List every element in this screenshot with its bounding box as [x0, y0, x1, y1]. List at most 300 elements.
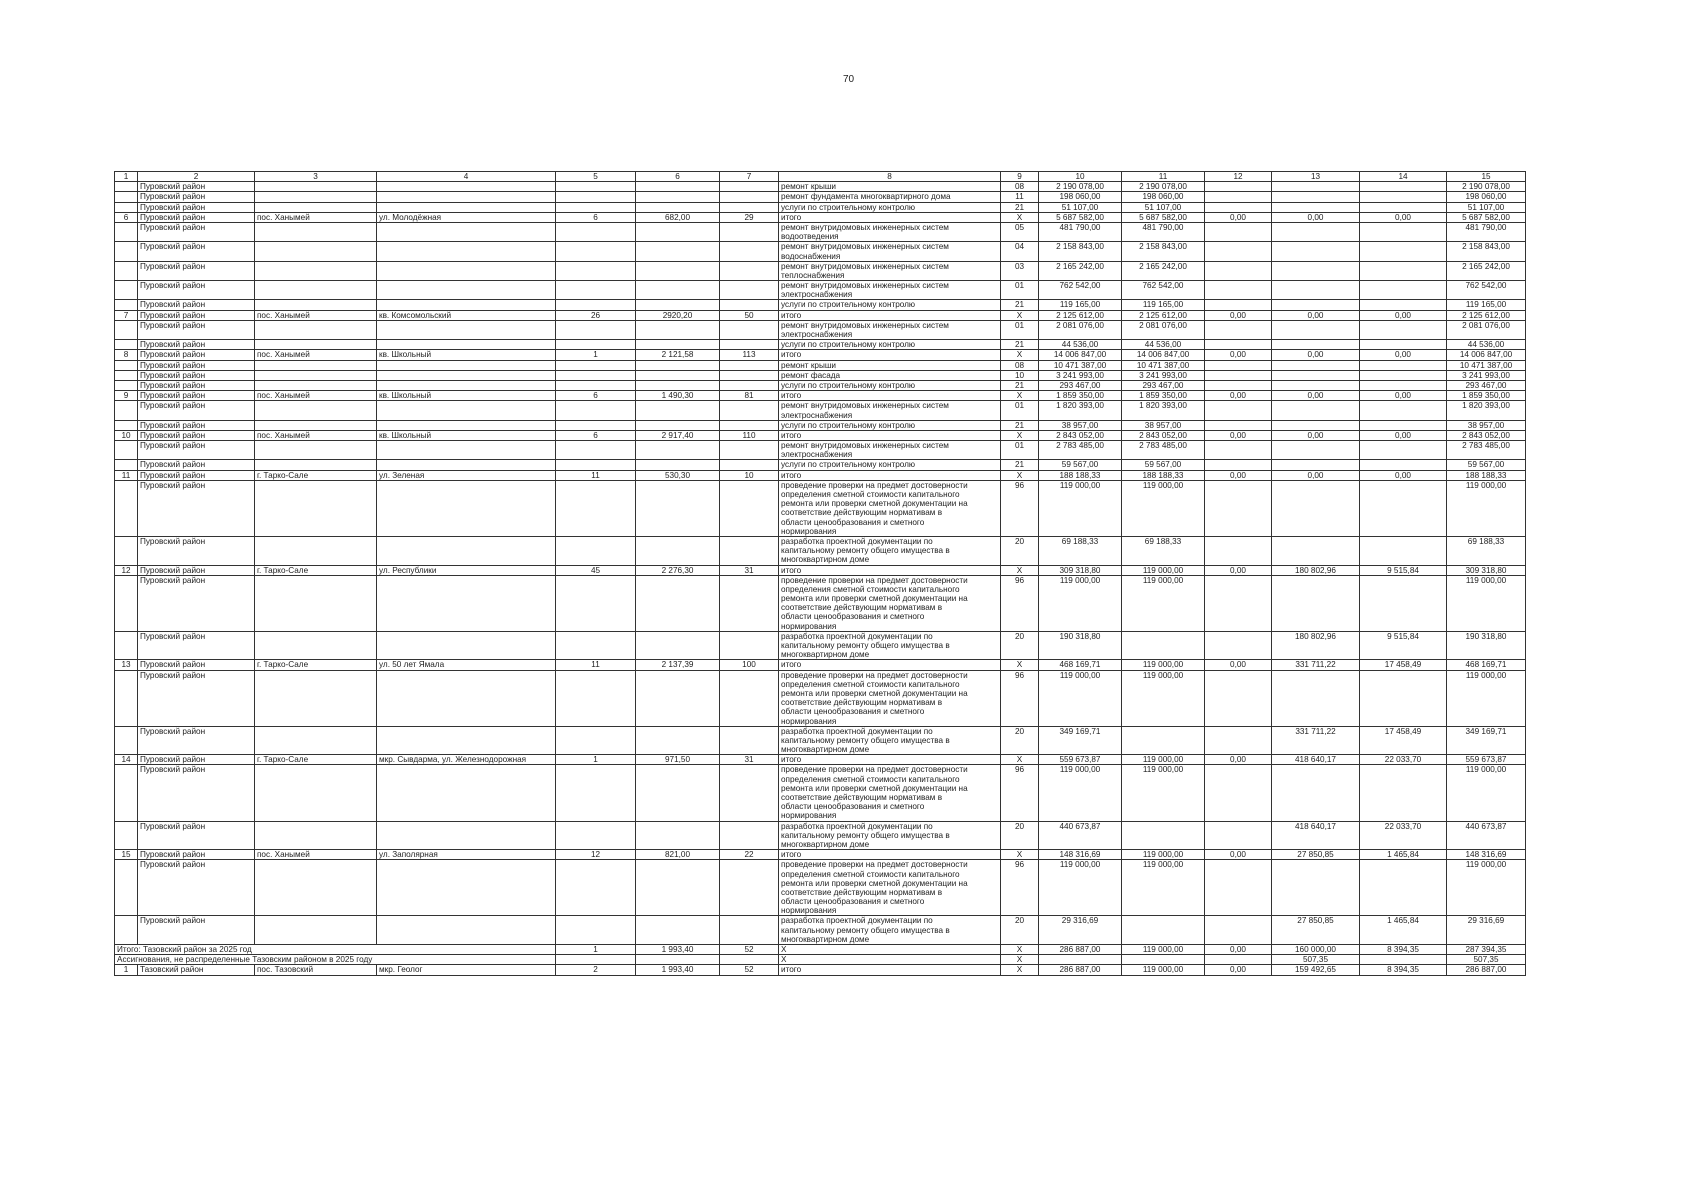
table-row — [115, 850, 1526, 860]
col-settlement-cell: пос. Ханымей — [255, 430, 377, 440]
col-col13-cell — [1272, 222, 1360, 241]
col-total-cost-cell: 2 190 078,00 — [1039, 182, 1122, 192]
col-number-cell — [115, 536, 138, 565]
col-work-type-cell: проведение проверки на предмет достоверности определения сметной стоимости капитального ремонта или проверки сметной документации на соответствие действующим нормативам в области ценообразования и сметного нормирования — [779, 860, 1001, 916]
col-number-cell — [115, 380, 138, 390]
col-total-cost-cell: 2 158 843,00 — [1039, 242, 1122, 261]
col-work-type-cell: проведение проверки на предмет достоверности определения сметной стоимости капитального ремонта или проверки сметной документации на соответствие действующим нормативам в области ценообразования и сметного нормирования — [779, 575, 1001, 631]
col-settlement-cell — [255, 320, 377, 339]
col-col15-cell: 468 169,71 — [1447, 660, 1526, 670]
col-area-cell — [636, 182, 720, 192]
col-fund-cost-cell: 10 471 387,00 — [1122, 360, 1205, 370]
col-col14-cell — [1360, 670, 1447, 726]
col-fund-cost-cell: 119 000,00 — [1122, 850, 1205, 860]
col-work-code-cell: 05 — [1001, 222, 1039, 241]
col-work-code-cell: 03 — [1001, 261, 1039, 280]
col-settlement-cell: пос. Ханымей — [255, 391, 377, 401]
col-total-cost-cell: 44 536,00 — [1039, 340, 1122, 350]
col-floors-cell — [556, 281, 636, 300]
col-area-cell — [636, 441, 720, 460]
col-fund-cost-cell: 119 000,00 — [1122, 860, 1205, 916]
table-row — [115, 300, 1526, 310]
col-col14-cell: 0,00 — [1360, 350, 1447, 360]
summary-row — [115, 945, 1526, 955]
col-fund-cost-cell: 3 241 993,00 — [1122, 370, 1205, 380]
col-address-cell: кв. Школьный — [377, 391, 556, 401]
col-district-cell: Пуровский район — [138, 281, 255, 300]
col-col12-cell — [1205, 916, 1272, 945]
col-total-cost-cell: 309 318,80 — [1039, 565, 1122, 575]
col-fund-cost-cell: 119 000,00 — [1122, 965, 1205, 975]
col-floors-cell — [556, 192, 636, 202]
col-col14-cell — [1360, 860, 1447, 916]
col-district-cell: Пуровский район — [138, 222, 255, 241]
col-settlement-cell: пос. Тазовский — [255, 965, 377, 975]
col-col14-cell — [1360, 192, 1447, 202]
col-floors-cell: 1 — [556, 755, 636, 765]
col-col15-cell: 2 125 612,00 — [1447, 310, 1526, 320]
col-settlement-cell — [255, 360, 377, 370]
col-district-cell: Пуровский район — [138, 192, 255, 202]
col-work-code-cell: 04 — [1001, 242, 1039, 261]
col-area-cell: 1 993,40 — [636, 965, 720, 975]
col-settlement-cell: пос. Ханымей — [255, 212, 377, 222]
col-fund-cost-cell: 119 000,00 — [1122, 945, 1205, 955]
col-col13-cell: 0,00 — [1272, 212, 1360, 222]
col-floors-cell: 2 — [556, 965, 636, 975]
col-fund-cost-cell: 293 467,00 — [1122, 380, 1205, 390]
col-work-type-cell: итого — [779, 310, 1001, 320]
col-col13-cell — [1272, 401, 1360, 420]
col-col15-cell: 1 820 393,00 — [1447, 401, 1526, 420]
col-area-cell — [636, 726, 720, 755]
col-residents-cell — [720, 380, 779, 390]
col-col13-cell — [1272, 242, 1360, 261]
col-number-cell — [115, 281, 138, 300]
col-col14-cell: 1 465,84 — [1360, 850, 1447, 860]
col-col12-cell — [1205, 261, 1272, 280]
col-residents-cell — [720, 401, 779, 420]
col-address-cell — [377, 192, 556, 202]
table-row — [115, 480, 1526, 536]
col-col15-cell: 309 318,80 — [1447, 565, 1526, 575]
col-total-cost-cell: 293 467,00 — [1039, 380, 1122, 390]
col-col14-cell — [1360, 536, 1447, 565]
col-area-cell — [636, 281, 720, 300]
col-number-cell — [115, 202, 138, 212]
col-settlement-cell — [255, 340, 377, 350]
column-header-cell: 11 — [1122, 172, 1205, 182]
column-header-cell: 4 — [377, 172, 556, 182]
col-col15-cell: 29 316,69 — [1447, 916, 1526, 945]
col-col13-cell: 331 711,22 — [1272, 726, 1360, 755]
col-work-code-cell: 01 — [1001, 281, 1039, 300]
col-work-type-cell: разработка проектной документации по капитальному ремонту общего имущества в многоквартирном доме — [779, 536, 1001, 565]
col-col14-cell: 0,00 — [1360, 212, 1447, 222]
col-work-code-cell: X — [1001, 965, 1039, 975]
col-number-cell — [115, 670, 138, 726]
column-header-cell: 5 — [556, 172, 636, 182]
col-col13-cell: 418 640,17 — [1272, 755, 1360, 765]
col-fund-cost-cell: 2 783 485,00 — [1122, 441, 1205, 460]
col-col12-cell — [1205, 242, 1272, 261]
col-district-cell: Пуровский район — [138, 420, 255, 430]
table-row — [115, 765, 1526, 821]
col-number-cell — [115, 575, 138, 631]
col-floors-cell — [556, 360, 636, 370]
col-col15-cell: 44 536,00 — [1447, 340, 1526, 350]
col-col13-cell — [1272, 370, 1360, 380]
col-fund-cost-cell: 481 790,00 — [1122, 222, 1205, 241]
col-col15-cell: 188 188,33 — [1447, 470, 1526, 480]
col-work-type-cell: итого — [779, 350, 1001, 360]
col-col13-cell — [1272, 281, 1360, 300]
col-number-cell — [115, 726, 138, 755]
col-residents-cell: 10 — [720, 470, 779, 480]
col-col13-cell — [1272, 575, 1360, 631]
col-address-cell — [377, 916, 556, 945]
col-col13-cell — [1272, 192, 1360, 202]
col-work-code-cell: 11 — [1001, 192, 1039, 202]
table-row — [115, 401, 1526, 420]
col-total-cost-cell: 14 006 847,00 — [1039, 350, 1122, 360]
col-floors-cell: 6 — [556, 430, 636, 440]
col-work-code-cell: X — [1001, 945, 1039, 955]
col-address-cell — [377, 182, 556, 192]
col-work-code-cell: 21 — [1001, 340, 1039, 350]
col-residents-cell — [720, 860, 779, 916]
col-col12-cell: 0,00 — [1205, 430, 1272, 440]
col-col15-cell: 2 165 242,00 — [1447, 261, 1526, 280]
col-residents-cell — [720, 821, 779, 850]
col-work-code-cell: 96 — [1001, 670, 1039, 726]
col-residents-cell: 81 — [720, 391, 779, 401]
col-floors-cell: 11 — [556, 470, 636, 480]
col-residents-cell: 31 — [720, 565, 779, 575]
col-floors-cell: 6 — [556, 212, 636, 222]
col-col12-cell — [1205, 575, 1272, 631]
summary-label: Ассигнования, не распределенные Тазовским районом в 2025 году — [115, 955, 556, 965]
col-col15-cell: 5 687 582,00 — [1447, 212, 1526, 222]
col-col14-cell — [1360, 370, 1447, 380]
col-residents-cell — [720, 261, 779, 280]
col-number-cell — [115, 222, 138, 241]
col-address-cell — [377, 261, 556, 280]
col-residents-cell: 110 — [720, 430, 779, 440]
col-col15-cell: 119 165,00 — [1447, 300, 1526, 310]
summary-label: Итого: Тазовский район за 2025 год — [115, 945, 556, 955]
col-col14-cell — [1360, 281, 1447, 300]
col-col15-cell: 10 471 387,00 — [1447, 360, 1526, 370]
col-residents-cell: 22 — [720, 850, 779, 860]
col-work-code-cell: X — [1001, 430, 1039, 440]
col-total-cost-cell: 119 000,00 — [1039, 480, 1122, 536]
col-number-cell — [115, 765, 138, 821]
col-work-code-cell: 08 — [1001, 360, 1039, 370]
col-area-cell — [636, 360, 720, 370]
col-residents-cell — [720, 340, 779, 350]
col-fund-cost-cell: 38 957,00 — [1122, 420, 1205, 430]
column-header-cell: 1 — [115, 172, 138, 182]
col-col14-cell: 0,00 — [1360, 430, 1447, 440]
col-col12-cell: 0,00 — [1205, 850, 1272, 860]
table-row — [115, 340, 1526, 350]
col-number-cell: 7 — [115, 310, 138, 320]
col-col14-cell: 9 515,84 — [1360, 565, 1447, 575]
col-address-cell: мкр. Геолог — [377, 965, 556, 975]
col-residents-cell — [720, 281, 779, 300]
col-col15-cell: 440 673,87 — [1447, 821, 1526, 850]
col-district-cell: Пуровский район — [138, 300, 255, 310]
col-district-cell: Пуровский район — [138, 261, 255, 280]
col-total-cost-cell: 38 957,00 — [1039, 420, 1122, 430]
col-col12-cell — [1205, 480, 1272, 536]
col-col12-cell — [1205, 955, 1272, 965]
col-residents-cell — [720, 670, 779, 726]
column-header-cell: 13 — [1272, 172, 1360, 182]
col-col15-cell: 481 790,00 — [1447, 222, 1526, 241]
col-number-cell — [115, 420, 138, 430]
col-district-cell: Пуровский район — [138, 340, 255, 350]
col-residents-cell — [720, 575, 779, 631]
col-work-code-cell: 21 — [1001, 460, 1039, 470]
col-col12-cell: 0,00 — [1205, 755, 1272, 765]
col-work-type-cell: итого — [779, 965, 1001, 975]
col-col13-cell — [1272, 536, 1360, 565]
table-row — [115, 360, 1526, 370]
col-col13-cell — [1272, 261, 1360, 280]
col-work-code-cell: 20 — [1001, 536, 1039, 565]
col-work-code-cell: 20 — [1001, 916, 1039, 945]
col-district-cell: Пуровский район — [138, 242, 255, 261]
col-col15-cell: 69 188,33 — [1447, 536, 1526, 565]
col-floors-cell: 12 — [556, 850, 636, 860]
col-address-cell — [377, 536, 556, 565]
table-row — [115, 391, 1526, 401]
col-area-cell — [636, 420, 720, 430]
col-settlement-cell — [255, 765, 377, 821]
table-row — [115, 916, 1526, 945]
col-area-cell — [636, 631, 720, 660]
col-district-cell: Пуровский район — [138, 182, 255, 192]
col-work-code-cell: X — [1001, 955, 1039, 965]
col-floors-cell: 1 — [556, 945, 636, 955]
col-col15-cell: 38 957,00 — [1447, 420, 1526, 430]
col-col13-cell — [1272, 420, 1360, 430]
col-work-code-cell: 21 — [1001, 300, 1039, 310]
col-col14-cell — [1360, 242, 1447, 261]
col-work-type-cell: ремонт внутридомовых инженерных систем электроснабжения — [779, 320, 1001, 339]
col-fund-cost-cell: 119 000,00 — [1122, 765, 1205, 821]
col-work-type-cell: итого — [779, 565, 1001, 575]
col-residents-cell — [720, 726, 779, 755]
col-col13-cell — [1272, 765, 1360, 821]
col-col12-cell: 0,00 — [1205, 945, 1272, 955]
col-col13-cell: 159 492,65 — [1272, 965, 1360, 975]
col-col13-cell: 160 000,00 — [1272, 945, 1360, 955]
col-col15-cell: 119 000,00 — [1447, 860, 1526, 916]
col-floors-cell: 26 — [556, 310, 636, 320]
col-fund-cost-cell — [1122, 821, 1205, 850]
col-work-code-cell: 21 — [1001, 420, 1039, 430]
col-col13-cell: 180 802,96 — [1272, 631, 1360, 660]
col-col15-cell: 507,35 — [1447, 955, 1526, 965]
col-number-cell: 12 — [115, 565, 138, 575]
col-work-type-cell: итого — [779, 391, 1001, 401]
col-col14-cell — [1360, 420, 1447, 430]
col-fund-cost-cell: 198 060,00 — [1122, 192, 1205, 202]
table-row — [115, 631, 1526, 660]
col-fund-cost-cell: 119 165,00 — [1122, 300, 1205, 310]
col-settlement-cell — [255, 575, 377, 631]
col-settlement-cell — [255, 726, 377, 755]
col-address-cell — [377, 460, 556, 470]
col-district-cell: Пуровский район — [138, 460, 255, 470]
col-district-cell: Пуровский район — [138, 391, 255, 401]
col-col12-cell — [1205, 536, 1272, 565]
col-total-cost-cell: 349 169,71 — [1039, 726, 1122, 755]
col-col14-cell: 0,00 — [1360, 470, 1447, 480]
col-col12-cell — [1205, 670, 1272, 726]
col-col14-cell — [1360, 441, 1447, 460]
col-fund-cost-cell — [1122, 955, 1205, 965]
col-settlement-cell: г. Тарко-Сале — [255, 565, 377, 575]
table-row — [115, 441, 1526, 460]
col-work-code-cell: X — [1001, 850, 1039, 860]
col-settlement-cell: г. Тарко-Сале — [255, 470, 377, 480]
col-district-cell: Пуровский район — [138, 821, 255, 850]
col-area-cell: 682,00 — [636, 212, 720, 222]
col-number-cell: 13 — [115, 660, 138, 670]
col-district-cell: Пуровский район — [138, 850, 255, 860]
col-col13-cell — [1272, 320, 1360, 339]
col-area-cell — [636, 955, 720, 965]
column-number-header-row — [115, 172, 1526, 182]
col-settlement-cell — [255, 261, 377, 280]
col-work-type-cell: услуги по строительному контролю — [779, 420, 1001, 430]
page-number: 70 — [842, 74, 855, 85]
col-settlement-cell — [255, 222, 377, 241]
column-header-cell: 14 — [1360, 172, 1447, 182]
table-row — [115, 565, 1526, 575]
col-residents-cell — [720, 370, 779, 380]
col-col13-cell: 331 711,22 — [1272, 660, 1360, 670]
col-col15-cell: 349 169,71 — [1447, 726, 1526, 755]
col-address-cell: ул. Молодёжная — [377, 212, 556, 222]
col-col15-cell: 3 241 993,00 — [1447, 370, 1526, 380]
col-work-code-cell: 01 — [1001, 401, 1039, 420]
col-number-cell — [115, 192, 138, 202]
col-work-type-cell: итого — [779, 755, 1001, 765]
table-row — [115, 182, 1526, 192]
col-number-cell — [115, 320, 138, 339]
capital-repair-table — [114, 171, 1526, 976]
col-floors-cell — [556, 480, 636, 536]
col-col12-cell — [1205, 340, 1272, 350]
col-residents-cell — [720, 420, 779, 430]
col-area-cell — [636, 670, 720, 726]
col-work-type-cell: услуги по строительному контролю — [779, 380, 1001, 390]
col-col12-cell: 0,00 — [1205, 212, 1272, 222]
col-address-cell: мкр. Сывдарма, ул. Железнодорожная — [377, 755, 556, 765]
col-address-cell — [377, 726, 556, 755]
col-col14-cell — [1360, 261, 1447, 280]
col-settlement-cell — [255, 202, 377, 212]
col-work-code-cell: X — [1001, 470, 1039, 480]
col-settlement-cell — [255, 536, 377, 565]
col-floors-cell — [556, 670, 636, 726]
table-row — [115, 350, 1526, 360]
col-total-cost-cell: 468 169,71 — [1039, 660, 1122, 670]
col-work-type-cell: ремонт внутридомовых инженерных систем электроснабжения — [779, 441, 1001, 460]
col-col12-cell — [1205, 192, 1272, 202]
column-header-cell: 9 — [1001, 172, 1039, 182]
col-district-cell: Пуровский район — [138, 575, 255, 631]
col-number-cell: 15 — [115, 850, 138, 860]
col-address-cell: ул. Зеленая — [377, 470, 556, 480]
col-work-type-cell: услуги по строительному контролю — [779, 202, 1001, 212]
col-area-cell — [636, 320, 720, 339]
col-residents-cell: 52 — [720, 945, 779, 955]
col-work-code-cell: X — [1001, 755, 1039, 765]
col-floors-cell — [556, 300, 636, 310]
col-work-code-cell: 10 — [1001, 370, 1039, 380]
col-work-type-cell: ремонт внутридомовых инженерных систем теплоснабжения — [779, 261, 1001, 280]
col-settlement-cell — [255, 182, 377, 192]
col-floors-cell — [556, 631, 636, 660]
col-col15-cell: 51 107,00 — [1447, 202, 1526, 212]
col-number-cell — [115, 360, 138, 370]
col-col14-cell — [1360, 202, 1447, 212]
col-floors-cell — [556, 182, 636, 192]
summary-row — [115, 955, 1526, 965]
col-area-cell — [636, 860, 720, 916]
col-work-type-cell: проведение проверки на предмет достоверности определения сметной стоимости капитального ремонта или проверки сметной документации на соответствие действующим нормативам в области ценообразования и сметного нормирования — [779, 765, 1001, 821]
col-area-cell: 2 121,58 — [636, 350, 720, 360]
col-floors-cell: 45 — [556, 565, 636, 575]
column-header-cell: 15 — [1447, 172, 1526, 182]
col-work-type-cell: итого — [779, 430, 1001, 440]
col-residents-cell — [720, 765, 779, 821]
col-total-cost-cell: 119 165,00 — [1039, 300, 1122, 310]
table-row — [115, 242, 1526, 261]
col-area-cell — [636, 536, 720, 565]
col-settlement-cell — [255, 441, 377, 460]
col-col13-cell — [1272, 460, 1360, 470]
col-col14-cell: 22 033,70 — [1360, 821, 1447, 850]
col-floors-cell — [556, 340, 636, 350]
col-col13-cell — [1272, 480, 1360, 536]
col-work-type-cell: разработка проектной документации по капитальному ремонту общего имущества в многоквартирном доме — [779, 821, 1001, 850]
col-col13-cell: 27 850,85 — [1272, 850, 1360, 860]
col-fund-cost-cell: 69 188,33 — [1122, 536, 1205, 565]
col-residents-cell — [720, 480, 779, 536]
col-floors-cell — [556, 380, 636, 390]
col-total-cost-cell: 5 687 582,00 — [1039, 212, 1122, 222]
table-row — [115, 536, 1526, 565]
column-header-cell: 10 — [1039, 172, 1122, 182]
col-col15-cell: 286 887,00 — [1447, 965, 1526, 975]
col-district-cell: Пуровский район — [138, 480, 255, 536]
col-total-cost-cell: 2 783 485,00 — [1039, 441, 1122, 460]
col-address-cell — [377, 575, 556, 631]
column-header-cell: 7 — [720, 172, 779, 182]
col-address-cell — [377, 340, 556, 350]
col-settlement-cell — [255, 401, 377, 420]
col-number-cell — [115, 340, 138, 350]
col-fund-cost-cell: 1 820 393,00 — [1122, 401, 1205, 420]
col-total-cost-cell: 481 790,00 — [1039, 222, 1122, 241]
